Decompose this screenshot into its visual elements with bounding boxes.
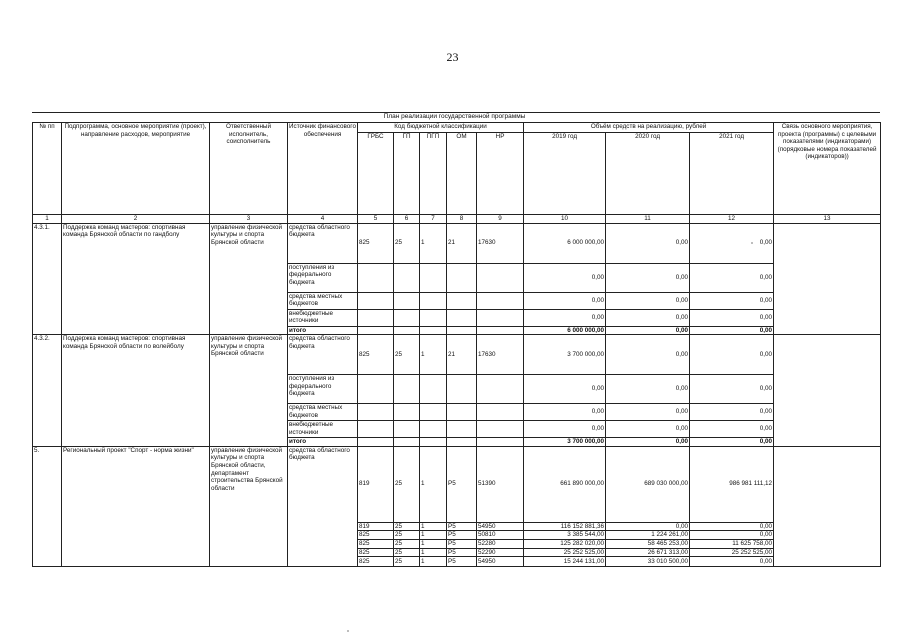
item-number: 4.3.2. bbox=[33, 335, 62, 447]
code-om: P5 bbox=[447, 539, 477, 548]
code-empty bbox=[394, 326, 420, 335]
code-empty bbox=[477, 326, 524, 335]
code-empty bbox=[358, 404, 394, 421]
amount: 0,00 bbox=[524, 421, 606, 438]
amount: 26 671 313,00 bbox=[606, 548, 690, 557]
code-empty bbox=[447, 326, 477, 335]
code-empty bbox=[420, 326, 447, 335]
amount: 0,00 bbox=[606, 421, 690, 438]
source-total: итого bbox=[288, 438, 358, 447]
source-extra: внебюджетные источники bbox=[288, 309, 358, 326]
amount: 0,00 bbox=[606, 335, 690, 375]
amount: 661 890 000,00 bbox=[524, 446, 606, 522]
code-pgp: 1 bbox=[420, 335, 447, 375]
amount: 0,00 bbox=[606, 223, 690, 263]
code-gp: 25 bbox=[394, 446, 420, 522]
code-empty bbox=[420, 292, 447, 309]
code-empty bbox=[358, 309, 394, 326]
amount: 0,00 bbox=[524, 404, 606, 421]
source-regional: средства областного бюджета bbox=[288, 335, 358, 375]
amount: 0,00 bbox=[690, 421, 774, 438]
column-number: 8 bbox=[447, 215, 477, 224]
code-empty bbox=[447, 438, 477, 447]
code-pgp: 1 bbox=[420, 531, 447, 540]
code-empty bbox=[477, 292, 524, 309]
code-om: 21 bbox=[447, 335, 477, 375]
amount: 25 252 525,00 bbox=[690, 548, 774, 557]
code-empty bbox=[420, 404, 447, 421]
amount: 0,00 bbox=[606, 522, 690, 531]
header-2019: 2019 год bbox=[524, 133, 606, 215]
code-empty bbox=[394, 309, 420, 326]
item-name: Региональный проект "Спорт - норма жизни" bbox=[62, 446, 210, 566]
source-local: средства местных бюджетов bbox=[288, 404, 358, 421]
code-empty bbox=[358, 438, 394, 447]
amount: 0,00 bbox=[606, 292, 690, 309]
total-amount: 0,00 bbox=[690, 326, 774, 335]
column-number: 11 bbox=[606, 215, 690, 224]
code-gp: 25 bbox=[394, 522, 420, 531]
code-empty bbox=[447, 292, 477, 309]
code-om: P5 bbox=[447, 548, 477, 557]
code-empty bbox=[420, 263, 447, 292]
item-executor: управление физической культуры и спорта Брянской области bbox=[210, 223, 288, 335]
header-grbs: ГРБС bbox=[358, 133, 394, 215]
code-empty bbox=[394, 375, 420, 404]
amount: 33 010 500,00 bbox=[606, 557, 690, 567]
amount: 0,00 bbox=[690, 309, 774, 326]
amount: 689 030 000,00 bbox=[606, 446, 690, 522]
code-empty bbox=[420, 375, 447, 404]
amount: 0,00 bbox=[690, 375, 774, 404]
code-empty bbox=[358, 375, 394, 404]
item-number: 4.3.1. bbox=[33, 223, 62, 335]
source-total: итого bbox=[288, 326, 358, 335]
code-nr: 52280 bbox=[477, 539, 524, 548]
column-number: 10 bbox=[524, 215, 606, 224]
amount: 0,00 bbox=[690, 223, 774, 263]
amount: 0,00 bbox=[690, 292, 774, 309]
source-regional: средства областного бюджета bbox=[288, 223, 358, 263]
code-om: P5 bbox=[447, 531, 477, 540]
code-nr: 54950 bbox=[477, 557, 524, 567]
code-gp: 25 bbox=[394, 548, 420, 557]
code-om: 21 bbox=[447, 223, 477, 263]
amount: 3 385 544,00 bbox=[524, 531, 606, 540]
code-nr: 50810 bbox=[477, 531, 524, 540]
header-gp: ГП bbox=[394, 133, 420, 215]
code-gp: 25 bbox=[394, 223, 420, 263]
amount: 0,00 bbox=[524, 263, 606, 292]
program-plan-table bbox=[32, 122, 881, 567]
total-amount: 0,00 bbox=[690, 438, 774, 447]
code-nr: 17630 bbox=[477, 223, 524, 263]
amount: 0,00 bbox=[606, 309, 690, 326]
code-gp: 25 bbox=[394, 557, 420, 567]
code-empty bbox=[394, 292, 420, 309]
column-number: 12 bbox=[690, 215, 774, 224]
header-executor: Ответственный исполнитель, соисполнитель bbox=[210, 123, 288, 215]
header-budget-code: Код бюджетной классификации bbox=[358, 123, 524, 133]
code-empty bbox=[420, 438, 447, 447]
header-source: Источник финансового обеспечения bbox=[288, 123, 358, 215]
total-amount: 6 000 000,00 bbox=[524, 326, 606, 335]
amount: 0,00 bbox=[690, 263, 774, 292]
header-2021: 2021 год bbox=[690, 133, 774, 215]
code-pgp: 1 bbox=[420, 446, 447, 522]
code-pgp: 1 bbox=[420, 522, 447, 531]
amount: 58 465 253,00 bbox=[606, 539, 690, 548]
code-gp: 25 bbox=[394, 335, 420, 375]
code-grbs: 825 bbox=[358, 557, 394, 567]
code-empty bbox=[447, 263, 477, 292]
code-nr: 54950 bbox=[477, 522, 524, 531]
amount: 25 252 525,00 bbox=[524, 548, 606, 557]
code-nr: 52290 bbox=[477, 548, 524, 557]
code-empty bbox=[394, 438, 420, 447]
code-gp: 25 bbox=[394, 531, 420, 540]
column-number: 2 bbox=[62, 215, 210, 224]
code-grbs: 825 bbox=[358, 335, 394, 375]
code-om: P5 bbox=[447, 446, 477, 522]
plan-title: План реализации государственной программы bbox=[383, 113, 526, 120]
column-number: 3 bbox=[210, 215, 288, 224]
code-empty bbox=[358, 292, 394, 309]
program-row bbox=[33, 335, 881, 375]
code-empty bbox=[477, 263, 524, 292]
scan-speck bbox=[347, 630, 349, 632]
scan-speck bbox=[751, 242, 753, 244]
source-extra: внебюджетные источники bbox=[288, 421, 358, 438]
column-number: 1 bbox=[33, 215, 62, 224]
column-numbers-row bbox=[33, 215, 881, 224]
code-pgp: 1 bbox=[420, 539, 447, 548]
total-amount: 3 700 000,00 bbox=[524, 438, 606, 447]
header-pgp: ПГП bbox=[420, 133, 447, 215]
source-federal: поступления из федерального бюджета bbox=[288, 263, 358, 292]
header-om: ОМ bbox=[447, 133, 477, 215]
column-number: 13 bbox=[774, 215, 881, 224]
project-row bbox=[33, 446, 881, 522]
code-empty bbox=[447, 404, 477, 421]
amount: 0,00 bbox=[524, 375, 606, 404]
code-empty bbox=[477, 421, 524, 438]
amount: 0,00 bbox=[524, 309, 606, 326]
amount: 0,00 bbox=[606, 375, 690, 404]
amount: 0,00 bbox=[690, 557, 774, 567]
code-empty bbox=[358, 421, 394, 438]
code-empty bbox=[447, 309, 477, 326]
code-empty bbox=[447, 375, 477, 404]
code-empty bbox=[394, 263, 420, 292]
amount: 116 152 881,36 bbox=[524, 522, 606, 531]
code-grbs: 825 bbox=[358, 539, 394, 548]
source-regional: средства областного бюджета bbox=[288, 446, 358, 566]
code-pgp: 1 bbox=[420, 223, 447, 263]
total-amount: 0,00 bbox=[606, 326, 690, 335]
header-nr: НР bbox=[477, 133, 524, 215]
amount: 0,00 bbox=[690, 522, 774, 531]
code-grbs: 819 bbox=[358, 446, 394, 522]
total-amount: 0,00 bbox=[606, 438, 690, 447]
link-cell bbox=[774, 223, 881, 335]
link-cell bbox=[774, 335, 881, 447]
item-executor: управление физической культуры и спорта Брянской области, департамент строительства Брянской области bbox=[210, 446, 288, 566]
code-nr: 51390 bbox=[477, 446, 524, 522]
header-volume: Объём средств на реализацию, рублей bbox=[524, 123, 774, 133]
amount: 6 000 000,00 bbox=[524, 223, 606, 263]
amount: 0,00 bbox=[606, 404, 690, 421]
code-om: P5 bbox=[447, 557, 477, 567]
code-empty bbox=[477, 438, 524, 447]
amount: 986 981 111,12 bbox=[690, 446, 774, 522]
header-num: № пп bbox=[33, 123, 62, 215]
link-cell bbox=[774, 446, 881, 566]
column-number: 7 bbox=[420, 215, 447, 224]
code-grbs: 819 bbox=[358, 522, 394, 531]
code-empty bbox=[477, 375, 524, 404]
amount: 1 224 261,00 bbox=[606, 531, 690, 540]
code-empty bbox=[477, 404, 524, 421]
header-2020: 2020 год bbox=[606, 133, 690, 215]
code-grbs: 825 bbox=[358, 531, 394, 540]
code-grbs: 825 bbox=[358, 223, 394, 263]
amount: 15 244 131,00 bbox=[524, 557, 606, 567]
header-row-1 bbox=[33, 123, 881, 133]
amount: 0,00 bbox=[690, 335, 774, 375]
code-nr: 17630 bbox=[477, 335, 524, 375]
column-number: 6 bbox=[394, 215, 420, 224]
code-gp: 25 bbox=[394, 539, 420, 548]
item-name: Поддержка команд мастеров: спортивная команда Брянской области по гандболу bbox=[62, 223, 210, 335]
amount: 0,00 bbox=[690, 531, 774, 540]
code-pgp: 1 bbox=[420, 548, 447, 557]
program-row bbox=[33, 223, 881, 263]
column-number: 9 bbox=[477, 215, 524, 224]
code-empty bbox=[358, 326, 394, 335]
amount: 0,00 bbox=[524, 292, 606, 309]
page-number: 23 bbox=[446, 50, 459, 64]
code-empty bbox=[394, 421, 420, 438]
code-om: P5 bbox=[447, 522, 477, 531]
item-executor: управление физической культуры и спорта Брянской области bbox=[210, 335, 288, 447]
code-pgp: 1 bbox=[420, 557, 447, 567]
column-number: 4 bbox=[288, 215, 358, 224]
code-empty bbox=[358, 263, 394, 292]
code-empty bbox=[477, 309, 524, 326]
code-empty bbox=[420, 309, 447, 326]
amount: 11 625 758,00 bbox=[690, 539, 774, 548]
code-empty bbox=[394, 404, 420, 421]
item-name: Поддержка команд мастеров: спортивная команда Брянской области по волейболу bbox=[62, 335, 210, 447]
source-federal: поступления из федерального бюджета bbox=[288, 375, 358, 404]
item-number: 5. bbox=[33, 446, 62, 566]
amount: 0,00 bbox=[690, 404, 774, 421]
code-grbs: 825 bbox=[358, 548, 394, 557]
header-link: Связь основного мероприятия, проекта (программы) с целевыми показателями (индикаторами) (порядковые номера показателей (индикаторов)) bbox=[774, 123, 881, 215]
column-number: 5 bbox=[358, 215, 394, 224]
amount: 3 700 000,00 bbox=[524, 335, 606, 375]
source-local: средства местных бюджетов bbox=[288, 292, 358, 309]
amount: 125 282 020,00 bbox=[524, 539, 606, 548]
code-empty bbox=[420, 421, 447, 438]
header-subprogram: Подпрограмма, основное мероприятие (проект), направление расходов, мероприятие bbox=[62, 123, 210, 215]
code-empty bbox=[447, 421, 477, 438]
amount: 0,00 bbox=[606, 263, 690, 292]
